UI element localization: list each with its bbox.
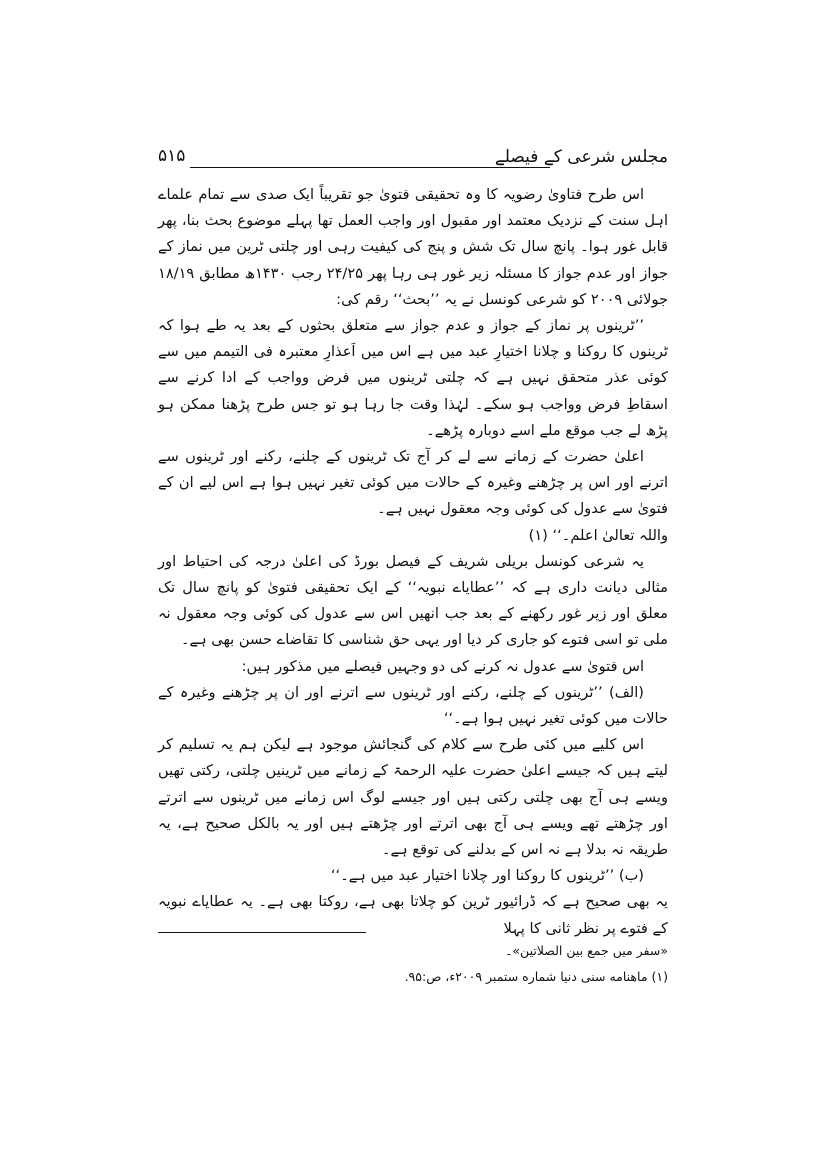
footnote-rule (158, 932, 366, 933)
running-header (158, 146, 668, 176)
header-rule (190, 167, 550, 168)
footnotes (158, 938, 668, 990)
footnote-continued: «سفر میں جمع بین الصلاتین»۔ (505, 943, 668, 958)
header-title: مجلس شرعی کے فیصلے (494, 147, 668, 167)
paragraph-council: یہ شرعی کونسل بریلی شریف کے فیصل بورڈ کی اعلیٰ درجہ کی احتیاط اور مثالی دیانت داری ہے کہ ’’عطایاے نبویہ‘‘ کے ایک تحقیقی فتویٰ کو پانچ سال تک معلق اور زیر غور رکھنے کے بعد جب انھیں اس سے عدول کی کوئی وجہ معقول نہ ملی تو اسی فتوے کو جاری کر دیا اور یہی حق شناسی کا تقاضاے حسن بھی ہے۔ (158, 552, 668, 649)
paragraph-final: یہ بھی صحیح ہے کہ ڈرائیور ٹرین کو چلاتا بھی ہے، روکتا بھی ہے۔ یہ عطایاے نبویہ کے فتوے پر نظر ثانی کا پہلا (158, 893, 668, 937)
reason-alif: (الف) ’’ٹرینوں کے چلنے، رکنے اور ٹرینوں سے اترنے اور ان پر چڑھنے وغیرہ کے حالات میں کوئی تغیر نہیں ہوا ہے۔‘‘ (158, 683, 668, 728)
reason-be: (ب) ’’ٹرینوں کا روکنا اور چلانا اختیار عبد میں ہے۔‘‘ (330, 867, 644, 885)
page-number: ۵۱۵ (158, 146, 186, 166)
quote-closing: واللہ تعالیٰ اعلم۔‘‘ (۱) (528, 526, 668, 544)
quote-paragraph-2: اعلیٰ حضرت کے زمانے سے لے کر آج تک ٹرینوں کے چلنے، رکنے اور ٹرینوں سے اترنے اور اس پر چڑھنے وغیرہ کے حالات میں کوئی تغیر نہیں ہوا ہے اس لیے ان کے فتویٰ سے عدول کی کوئی وجہ معقول نہیں ہے۔ (158, 448, 668, 518)
paragraph-intro: اس طرح فتاویٰ رضویہ کا وہ تحقیقی فتویٰ جو تقریباً ایک صدی سے تمام علماے اہل سنت کے نزدیک معتمد اور مقبول اور واجب العمل تھا پہلے موضوع بحث بنا، پھر قابل غور ہوا۔ پانچ سال تک شش و پنج کی کیفیت رہی اور چلتی ٹرین میں نماز کے جواز اور عدم جواز کا مسئلہ زیر غور ہی رہا پھر ۲۴/۲۵ رجب ۱۴۳۰ھ مطابق ۱۸/۱۹ جولائی ۲۰۰۹ کو شرعی کونسل نے یہ ’’بحث‘‘ رقم کی: (158, 186, 669, 308)
body-text (158, 182, 668, 942)
paragraph-discussion: اس کلیے میں کئی طرح سے کلام کی گنجائش موجود ہے لیکن ہم یہ تسلیم کر لیتے ہیں کہ جیسے اعلیٰ حضرت علیہ الرحمۃ کے زمانے میں ٹرینیں چلتی، رکتی تھیں ویسے ہی آج بھی چلتی رکتی ہیں اور جیسے لوگ اس زمانے میں ٹرینوں سے اترتے اور چڑھتے تھے ویسے ہی آج بھی اترتے اور چڑھتے ہیں اور یہ بالکل صحیح ہے، یہ طریقہ نہ بدلا ہے نہ اس کے بدلنے کی توقع ہے۔ (158, 736, 668, 859)
footnote-1: (۱) ماهنامه سنی دنیا شماره ستمبر ۲۰۰۹ء، ص:۹۵. (404, 969, 668, 984)
quote-paragraph-1: ’’ٹرینوں پر نماز کے جواز و عدم جواز سے متعلق بحثوں کے بعد یہ طے ہوا کہ ٹرینوں کا روکنا و چلانا اختیارِ عبد میں ہے اس میں اَعذارِ معتبرہ فی التیمم میں سے کوئی عذر متحقق نہیں ہے کہ چلتی ٹرینوں میں فرض وواجب کے ادا کرنے سے اسقاطِ فرض وواجب ہو سکے۔ لہٰذا وقت جا رہا ہو تو جس طرح پڑھنا ممکن ہو پڑھ لے جب موقع ملے اسے دوبارہ پڑھے۔ (158, 317, 668, 439)
paragraph-reasons: اس فتویٰ سے عدول نہ کرنے کی دو وجہیں فیصلے میں مذکور ہیں: (241, 657, 644, 675)
